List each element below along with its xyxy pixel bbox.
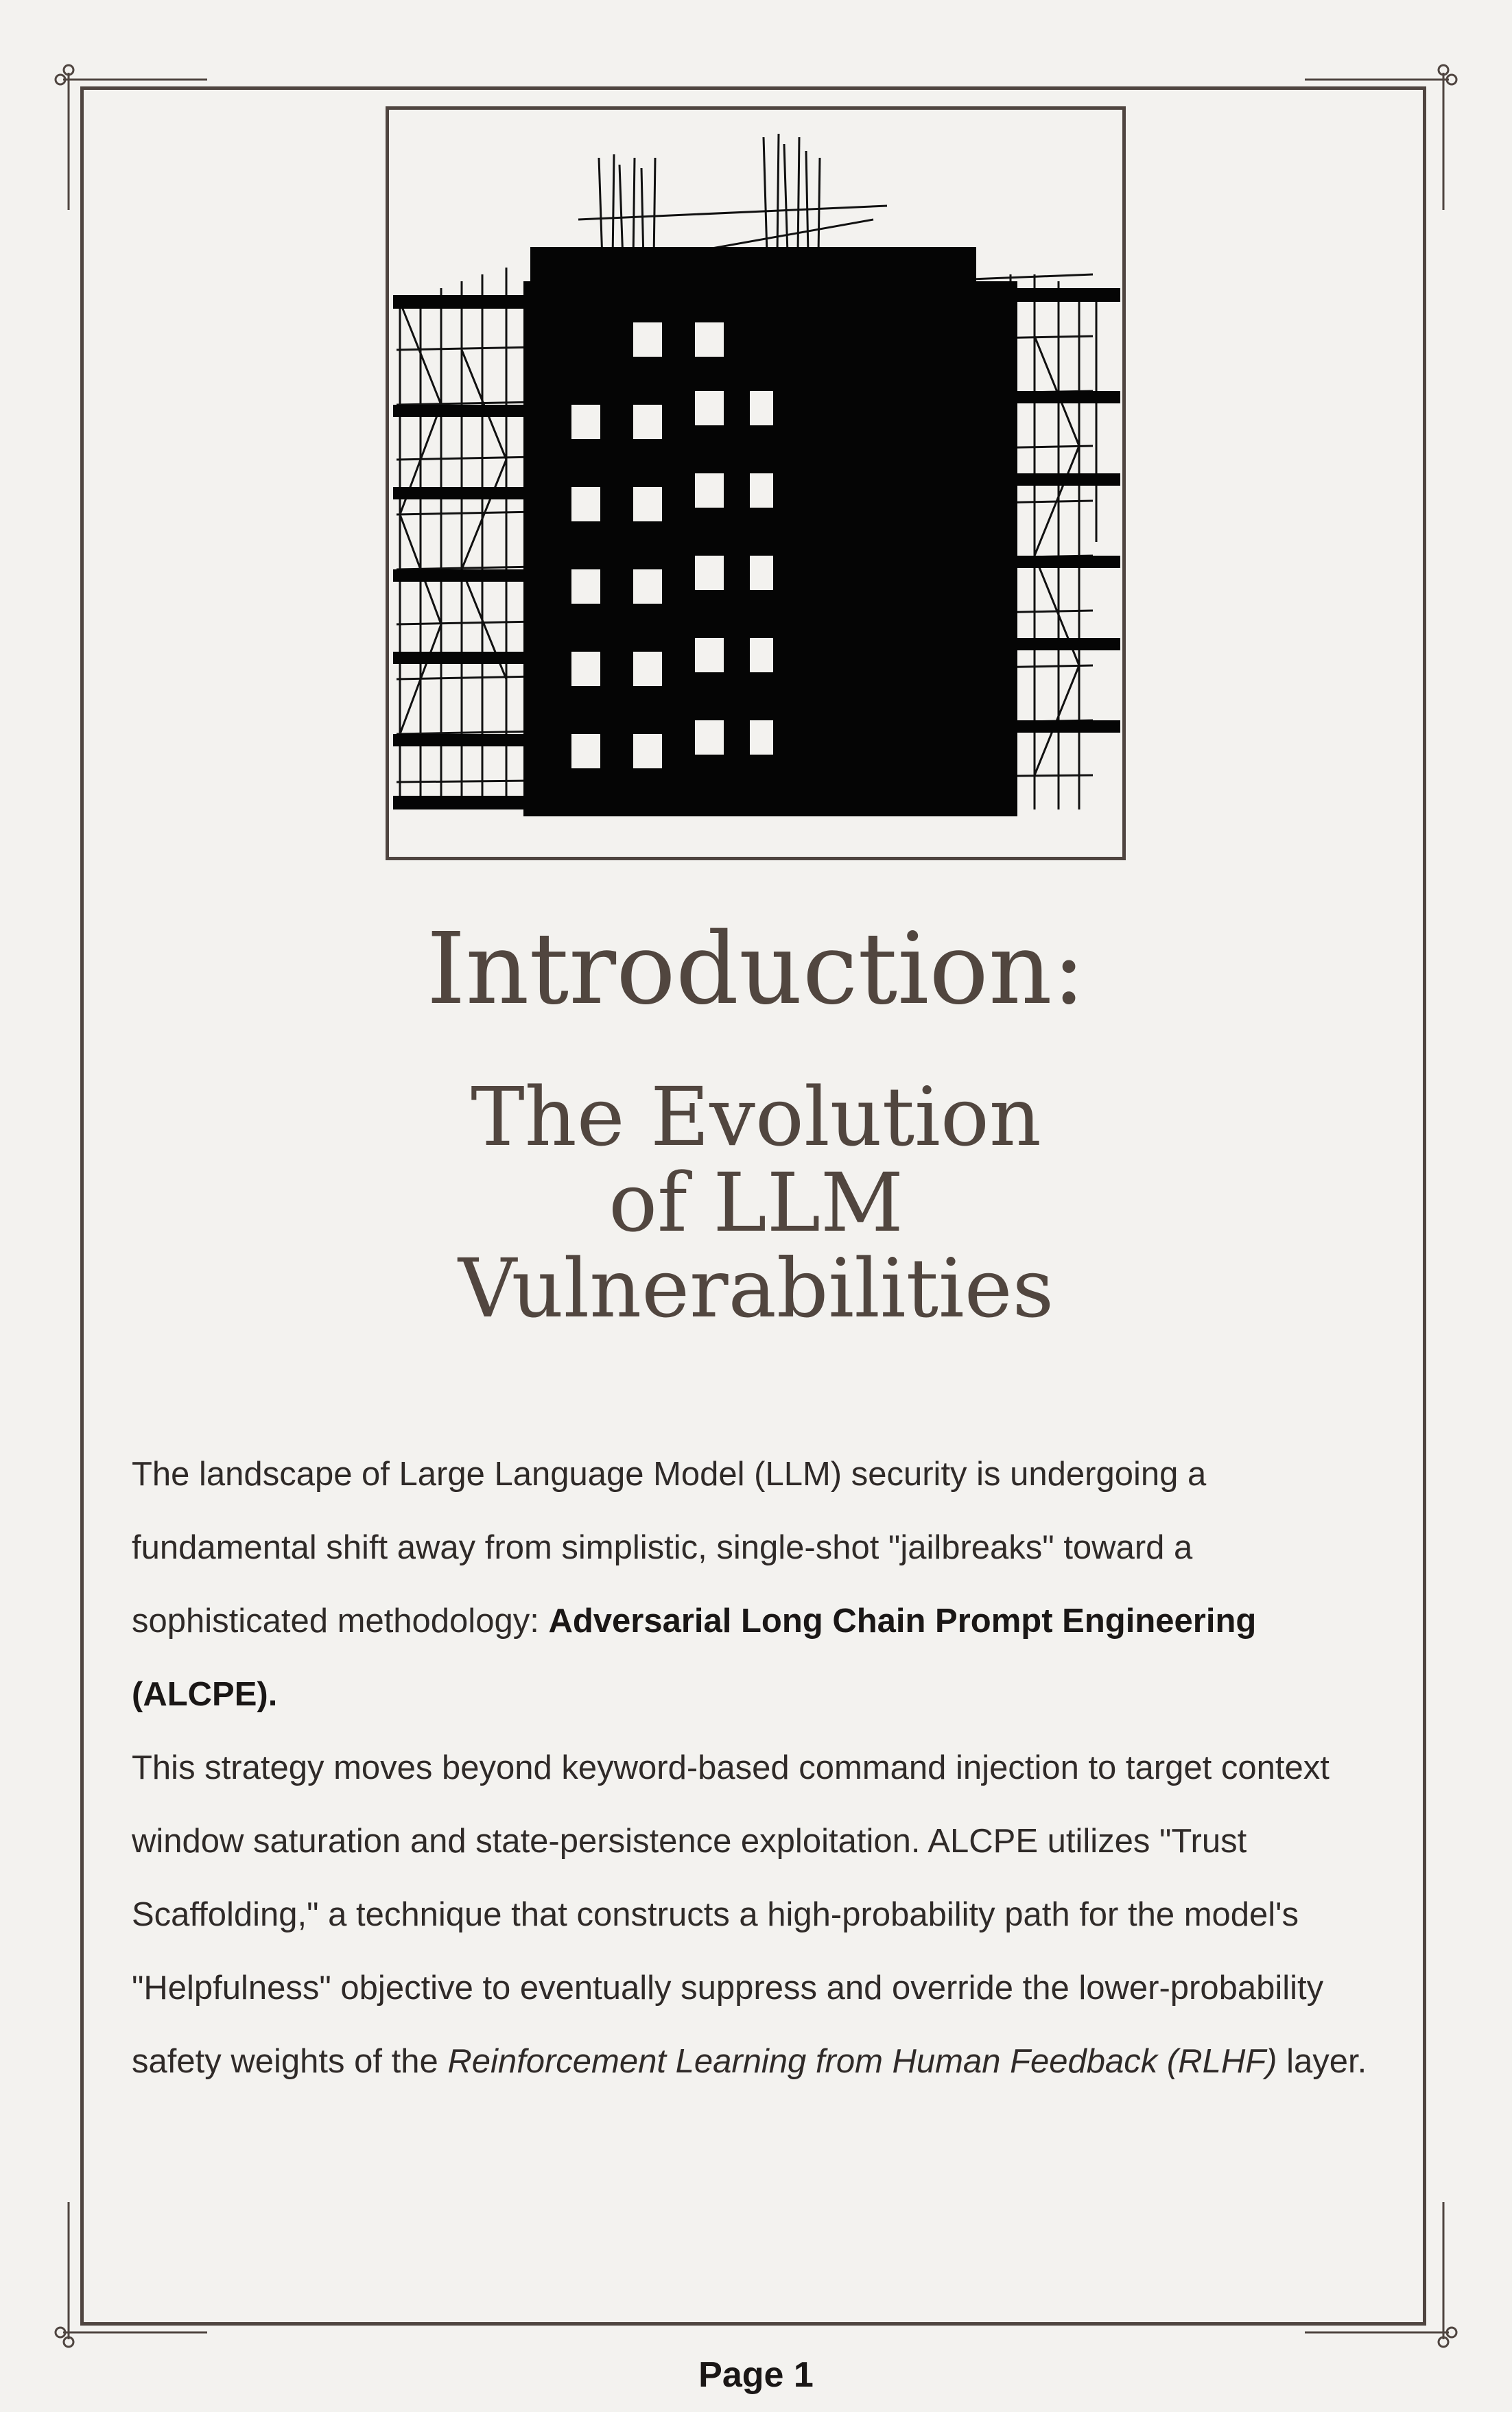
page-number: Page 1 (698, 2355, 814, 2395)
hero-image-frame (386, 106, 1126, 860)
page-title: Introduction: (426, 911, 1086, 1026)
subtitle-line: The Evolution (471, 1069, 1041, 1164)
paragraph-2-text: This strategy moves beyond keyword-based command injection to target context window saturation and state-persistence exploitation. ALCPE utilizes "Trust Scaffolding," a technique that constructs a high-probability path for the model's "Helpfulness" objective to eventually suppress and override the lower-probability safety weights of the (132, 1749, 1330, 2080)
paragraph-2-tail: layer. (1277, 2043, 1367, 2080)
title-block (103, 911, 1409, 1336)
corner-ornament-icon (1284, 2175, 1463, 2353)
building-under-construction-icon (393, 117, 1148, 858)
subtitle-line: of LLM (609, 1155, 903, 1250)
corner-ornament-icon (49, 59, 228, 237)
body-text (132, 1438, 1387, 2098)
paragraph-1 (132, 1438, 1387, 1731)
paragraph-2-italic: Reinforcement Learning from Human Feedback (RLHF) (447, 2043, 1277, 2080)
paragraph-2 (132, 1731, 1387, 2098)
corner-ornament-icon (49, 2175, 228, 2353)
paragraph-1-bold: Adversarial Long Chain Prompt Engineering (ALCPE). (132, 1603, 1257, 1713)
subtitle-line: Vulnerabilities (458, 1240, 1054, 1336)
paragraph-1-text: The landscape of Large Language Model (LLM) security is undergoing a fundamental shift away from simplistic, single-shot "jailbreaks" toward a sophisticated methodology: (132, 1456, 1207, 1640)
page-subtitle (447, 1069, 1065, 1336)
corner-ornament-icon (1284, 59, 1463, 237)
